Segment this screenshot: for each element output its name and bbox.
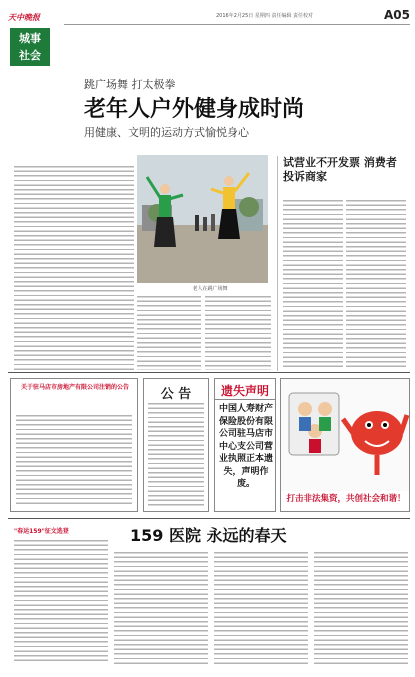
notice-company-deregistration <box>10 378 138 512</box>
notice-announcement <box>143 378 209 512</box>
bottom-kicker: "春运159"征文选登 <box>14 528 69 535</box>
page-number: A05 <box>384 8 410 22</box>
notice3-body: 中国人寿财产保险股份有限公司驻马店市中心支公司营业执照正本遗失，声明作废。 <box>218 404 273 489</box>
psa-slogan: 打击非法集资，共创社会和谐！ <box>286 494 406 504</box>
notice-loss-statement <box>214 378 276 512</box>
section-divider-2 <box>8 518 410 519</box>
right-headline: 试营业不开发票 消费者投诉商家 <box>283 156 397 183</box>
column-divider <box>277 156 278 371</box>
main-subhead: 用健康、文明的运动方式愉悦身心 <box>84 126 249 139</box>
main-kicker: 跳广场舞 打太极拳 <box>84 78 176 91</box>
main-article-column-2 <box>137 296 201 370</box>
psa-illegal-fundraising <box>280 378 410 512</box>
dancing-photo-image <box>137 155 268 283</box>
bottom-headline: 159 医院 永远的春天 <box>130 526 287 545</box>
main-headline: 老年人户外健身成时尚 <box>84 97 305 122</box>
notice1-body <box>16 415 132 507</box>
paper-logo: 天中晚报 <box>8 13 40 22</box>
dancing-photo <box>137 155 268 283</box>
bottom-article-column-4 <box>314 552 408 664</box>
header-divider <box>64 24 410 25</box>
main-article-column-3 <box>205 296 271 370</box>
masthead <box>8 12 66 64</box>
bottom-article-column-3 <box>214 552 308 664</box>
section-label-line2: 社会 <box>19 49 41 62</box>
main-article-column-1 <box>14 166 134 370</box>
bottom-article-column-2 <box>114 552 208 664</box>
date-editor-line: 2016年2月25日 星期四 责任编辑 责任校对 <box>216 13 314 19</box>
psa-illustration <box>281 379 410 491</box>
section-divider <box>8 372 410 373</box>
notice1-title: 关于驻马店市房地产有限公司注销的公告 <box>20 384 129 391</box>
notice3-title: 遗失声明 <box>215 382 275 400</box>
section-label <box>10 28 50 66</box>
photo-caption: 老人在跳广场舞 <box>192 286 228 292</box>
section-label-line1: 城事 <box>19 32 41 45</box>
notice2-body <box>148 403 204 507</box>
notice2-title: 公 告 <box>160 387 192 402</box>
right-article-column-2 <box>346 200 406 370</box>
right-article-column-1 <box>283 200 343 370</box>
bottom-article-column-1 <box>14 540 108 664</box>
